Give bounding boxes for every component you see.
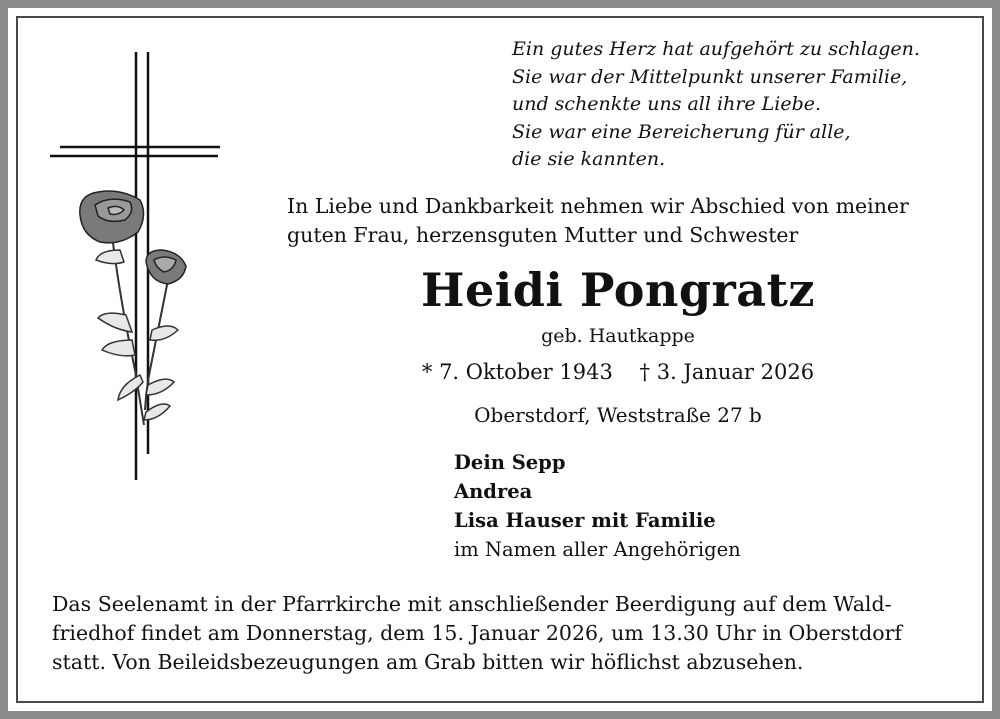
- maiden-name: geb. Hautkappe: [541, 325, 695, 347]
- notice-line: friedhof findet am Donnerstag, dem 15. Januar 2026, um 13.30 Uhr in Oberstdorf: [52, 621, 902, 645]
- mourners: [454, 448, 741, 564]
- birth-date: * 7. Oktober 1943: [421, 360, 613, 384]
- mourner-name: Lisa Hauser mit Familie: [454, 509, 716, 532]
- intro-text: [287, 192, 909, 250]
- notice-line: statt. Von Beileidsbezeugungen am Grab bitten wir höflichst abzusehen.: [52, 650, 804, 674]
- address: Oberstdorf, Weststraße 27 b: [474, 403, 762, 427]
- notice-line: Das Seelenamt in der Pfarrkirche mit anschließender Beerdigung auf dem Wald-: [52, 592, 892, 616]
- poem-line: die sie kannten.: [512, 148, 666, 170]
- life-dates: [0, 360, 1000, 384]
- intro-line: In Liebe und Dankbarkeit nehmen wir Abschied von meiner: [287, 194, 909, 218]
- death-date: † 3. Januar 2026: [639, 360, 815, 384]
- mourners-closing: im Namen aller Angehörigen: [454, 538, 741, 561]
- funeral-notice: [52, 590, 902, 677]
- deceased-name: Heidi Pongratz: [421, 263, 815, 317]
- mourner-name: Andrea: [454, 480, 533, 503]
- poem-line: Sie war der Mittelpunkt unserer Familie,: [512, 65, 908, 88]
- poem: [512, 36, 920, 174]
- intro-line: guten Frau, herzensguten Mutter und Schwester: [287, 223, 799, 247]
- poem-line: Sie war eine Bereicherung für alle,: [512, 120, 851, 143]
- poem-line: und schenkte uns all ihre Liebe.: [512, 93, 822, 115]
- poem-line: Ein gutes Herz hat aufgehört zu schlagen.: [512, 38, 920, 60]
- mourner-name: Dein Sepp: [454, 451, 566, 474]
